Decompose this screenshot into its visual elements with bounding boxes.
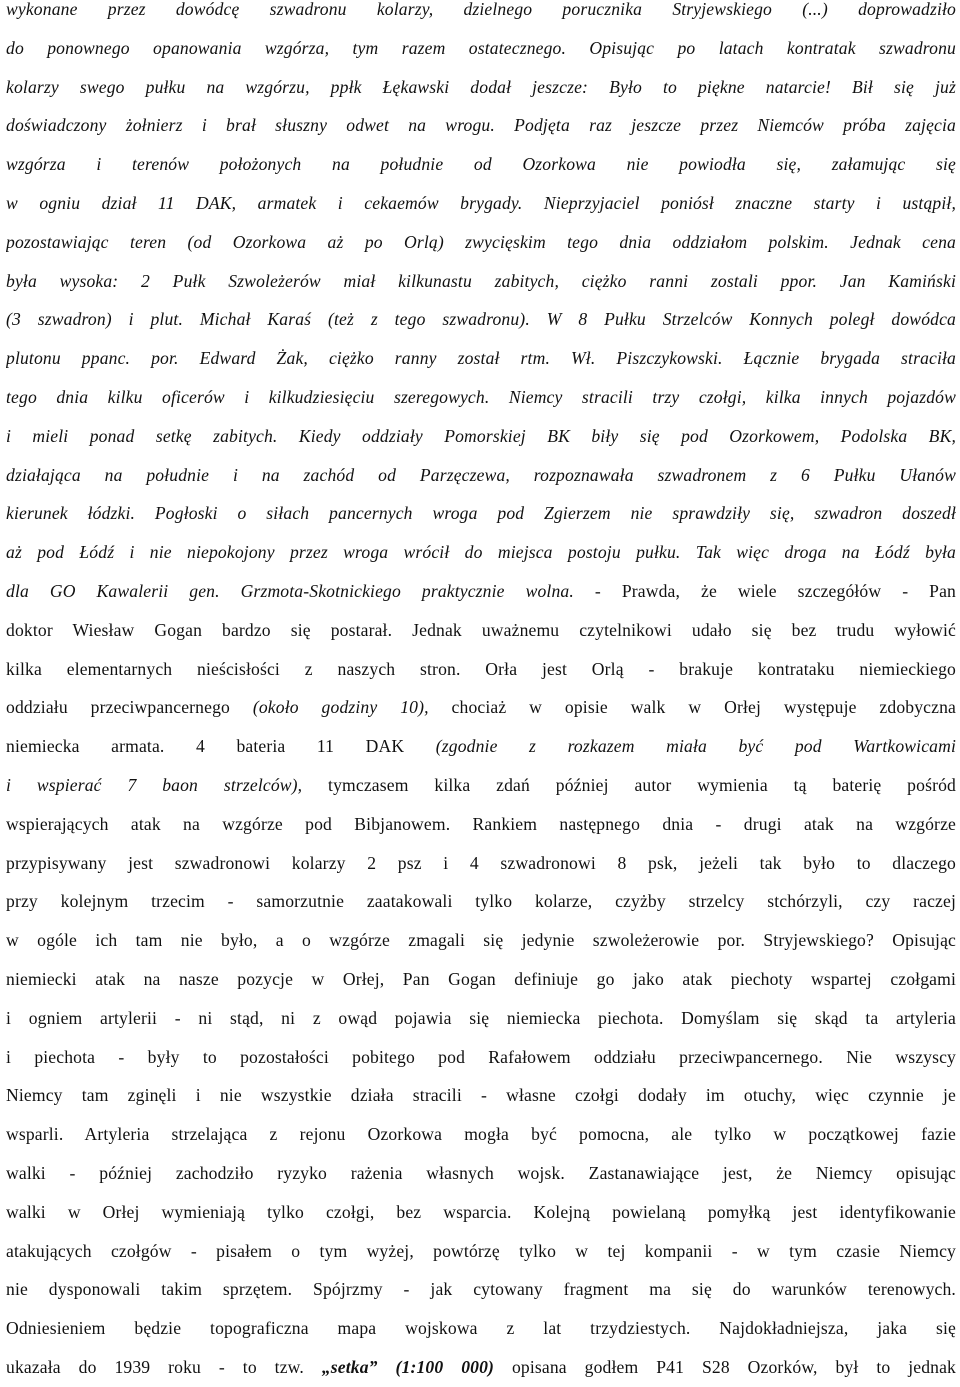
text-line — [6, 29, 956, 68]
text-line — [6, 262, 956, 301]
text-line — [6, 650, 956, 689]
body-text — [6, 0, 956, 1387]
text-run: wykonane przez dowódcę szwadronu kolarzy, dzielnego porucznika Stryjewskiego (...) doprowadziło — [6, 0, 956, 19]
text-line — [6, 844, 956, 883]
text-run: niemiecki atak na nasze pozycje w Orłej, Pan Gogan definiuje go jako atak piechoty wspartej czołgami — [6, 968, 956, 989]
text-line — [6, 1309, 956, 1348]
text-run: (3 szwadron) i plut. Michał Karaś (też z tego szwadronu). W 8 Pułku Strzelców Konnych poległ dowódca — [6, 309, 956, 330]
text-run: kierunek łódzki. Pogłoski o siłach pancernych wroga pod Zgierzem nie sprawdziły się, szwadron doszedł — [6, 503, 956, 524]
text-line — [6, 494, 956, 533]
text-line — [6, 533, 956, 572]
text-line — [6, 766, 956, 805]
text-run: aż pod Łódź i nie niepokojony przez wroga wrócił do miejsca postoju pułku. Tak więc droga na Łódź była — [6, 542, 956, 563]
text-run: i wspierać 7 baon strzelców), — [6, 774, 303, 795]
text-run: w ogóle ich tam nie było, a o wzgórze zmagali się jedynie szwoleżerowie por. Stryjewskiego? Opisując — [6, 930, 956, 951]
text-line — [6, 1038, 956, 1077]
text-line — [6, 1270, 956, 1309]
text-line — [6, 223, 956, 262]
text-run: atakujących czołgów - pisałem o tym wyżej, powtórzę tylko w tej kompanii - w tym czasie Niemcy — [6, 1240, 956, 1261]
text-run: i ogniem artylerii - ni stąd, ni z owąd pojawia się niemiecka piechota. Domyślam się skąd ta artyleria — [6, 1007, 956, 1028]
text-line — [6, 0, 956, 29]
text-line — [6, 145, 956, 184]
text-run: pozostawiając teren (od Ozorkowa aż po Orlą) zwycięskim tego dnia oddziałom polskim. Jednak cena — [6, 231, 956, 252]
text-run: i piechota - były to pozostałości pobitego pod Rafałowem oddziału przeciwpancernego. Nie wszyscy — [6, 1046, 956, 1067]
text-line — [6, 727, 956, 766]
text-run: (około godziny 10), — [252, 697, 429, 718]
text-run: do ponownego opanowania wzgórza, tym razem ostatecznego. Opisując po latach kontratak szwadronu — [6, 37, 956, 58]
text-line — [6, 300, 956, 339]
text-run: wspierających atak na wzgórze pod Bibjanowem. Rankiem następnego dnia - drugi atak na wzgórze — [6, 813, 956, 834]
text-line — [6, 688, 956, 727]
text-run: chociaż w opisie walk w Orłej występuje zdobyczna — [428, 697, 956, 718]
text-line — [6, 68, 956, 107]
text-run: w ogniu dział 11 DAK, armatek i cekaemów brygady. Nieprzyjaciel poniósł znaczne starty i ustąpił, — [6, 192, 956, 213]
text-run: „setka” (1:100 000) — [321, 1356, 495, 1377]
text-line — [6, 1076, 956, 1115]
text-line — [6, 378, 956, 417]
text-run: przypisywany jest szwadronowi kolarzy 2 psz i 4 szwadronowi 8 psk, jeżeli tak było to dlaczego — [6, 852, 956, 873]
text-run: działająca na południe i na zachód od Parzęczewa, rozpoznawała szwadronem z 6 Pułku Ułanów — [6, 464, 956, 485]
text-line — [6, 999, 956, 1038]
text-line — [6, 1348, 956, 1387]
text-run: była wysoka: 2 Pułk Szwoleżerów miał kilkunastu zabitych, ciężko ranni zostali ppor. Jan Kamiński — [6, 270, 956, 291]
text-line — [6, 1232, 956, 1271]
text-line — [6, 882, 956, 921]
text-run: i mieli ponad setkę zabitych. Kiedy oddziały Pomorskiej BK biły się pod Ozorkowem, Podolska BK, — [6, 425, 956, 446]
text-run: doświadczony żołnierz i brał słuszny odwet na wrogu. Podjęta raz jeszcze przez Niemców próba zajęcia — [6, 115, 956, 136]
text-run: Niemcy tam zginęli i nie wszystkie działa stracili - własne czołgi dodały im otuchy, więc czynnie je — [6, 1085, 956, 1106]
text-line — [6, 1115, 956, 1154]
text-line — [6, 1154, 956, 1193]
text-line — [6, 456, 956, 495]
text-run: przy kolejnym trzecim - samorzutnie zaatakowali tylko kolarze, czyżby strzelcy stchórzyli, czy raczej — [6, 891, 956, 912]
text-run: opisana godłem P41 S28 Ozorków, był to jednak — [494, 1356, 956, 1377]
text-line — [6, 417, 956, 456]
text-line — [6, 106, 956, 145]
text-run: niemiecka armata. 4 bateria 11 DAK — [6, 736, 436, 757]
text-run: kilka elementarnych nieścisłości z naszych stron. Orła jest Orlą - brakuje kontrataku niemieckiego — [6, 658, 956, 679]
text-run: (zgodnie z rozkazem miała być pod Wartkowicami — [435, 736, 956, 757]
text-run: plutonu ppanc. por. Edward Żak, ciężko ranny został rtm. Wł. Piszczykowski. Łącznie brygada straciła — [6, 348, 956, 369]
text-run: oddziału przeciwpancernego — [6, 697, 253, 718]
text-line — [6, 611, 956, 650]
text-run: Odniesieniem będzie topograficzna mapa wojskowa z lat trzydziestych. Najdokładniejsza, jaka się — [6, 1318, 956, 1339]
text-run: - Prawda, że wiele szczegółów - Pan — [573, 580, 956, 601]
text-run: dla GO Kawalerii gen. Grzmota-Skotnickiego praktycznie wolna. — [6, 580, 574, 601]
text-run: ukazała do 1939 roku - to tzw. — [6, 1356, 322, 1377]
text-run: wsparli. Artyleria strzelająca z rejonu Ozorkowa mogła być pomocna, ale tylko w początkowej fazie — [6, 1124, 956, 1145]
text-run: tymczasem kilka zdań później autor wymienia tą baterię pośród — [302, 774, 956, 795]
text-line — [6, 572, 956, 611]
text-line — [6, 960, 956, 999]
text-line — [6, 339, 956, 378]
text-line — [6, 805, 956, 844]
text-line — [6, 921, 956, 960]
text-run: doktor Wiesław Gogan bardzo się postarał. Jednak uważnemu czytelnikowi udało się bez trudu wyłowić — [6, 619, 956, 640]
text-run: tego dnia kilku oficerów i kilkudziesięciu szeregowych. Niemcy stracili trzy czołgi, kilka innych pojazdów — [6, 386, 956, 407]
text-line — [6, 184, 956, 223]
text-run: wzgórza i terenów położonych na południe od Ozorkowa nie powiodła się, załamując się — [6, 154, 956, 175]
text-line — [6, 1193, 956, 1232]
text-run: walki w Orłej wymieniają tylko czołgi, bez wsparcia. Kolejną powielaną pomyłką jest identyfikowanie — [6, 1201, 956, 1222]
text-run: kolarzy swego pułku na wzgórzu, ppłk Łękawski dodał jeszcze: Było to piękne natarcie! Bił się już — [6, 76, 956, 97]
text-run: walki - później zachodziło ryzyko rażenia własnych wojsk. Zastanawiające jest, że Niemcy opisując — [6, 1162, 956, 1183]
text-run: nie dysponowali takim sprzętem. Spójrzmy - jak cytowany fragment ma się do warunków terenowych. — [6, 1279, 956, 1300]
